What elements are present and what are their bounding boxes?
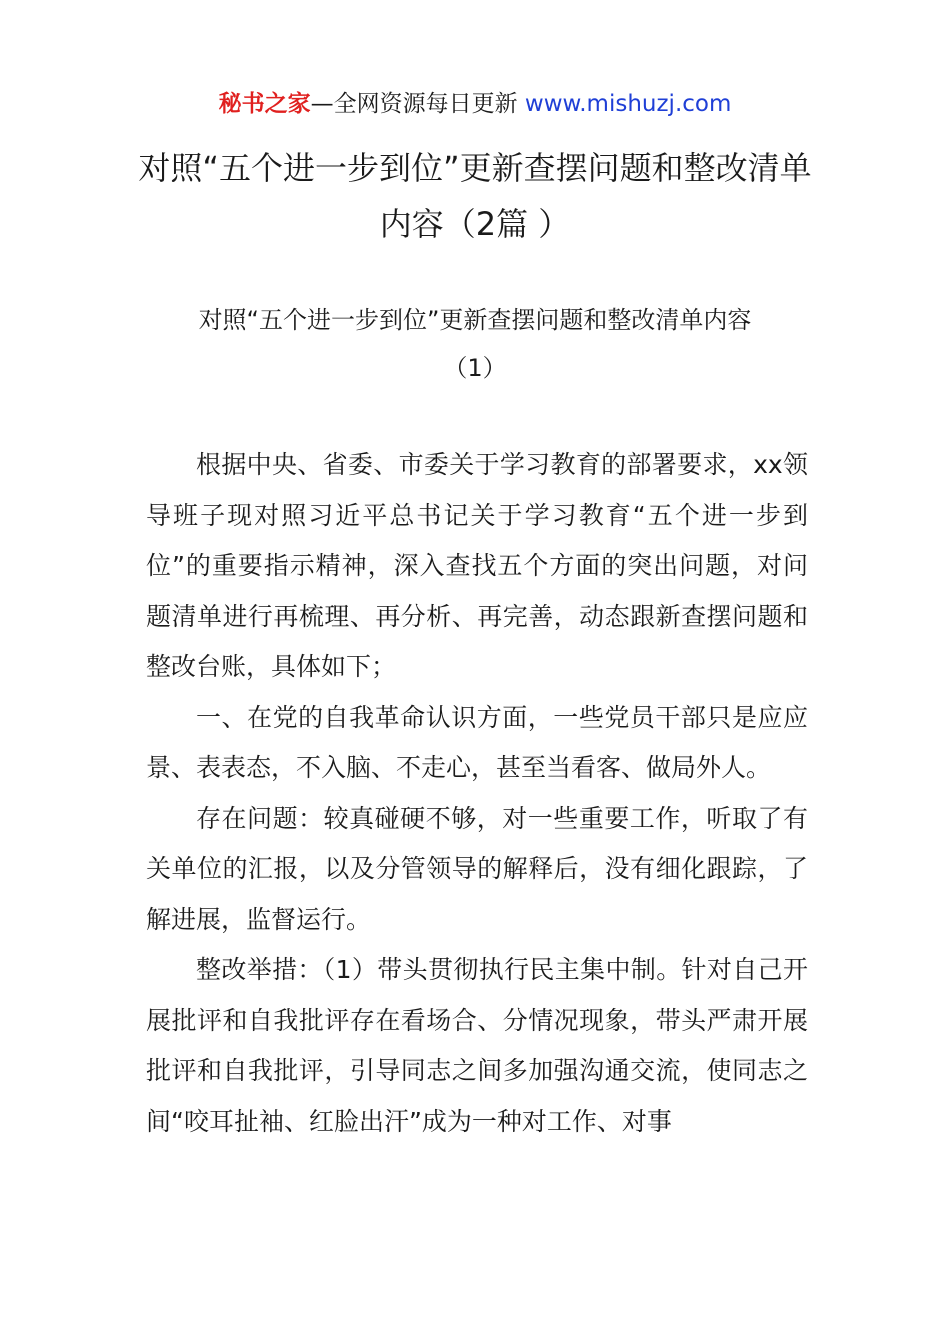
subtitle-line-2: （1） [443,354,507,382]
subtitle-line-1: 对照“五个进一步到位”更新查摆问题和整改清单内容 [198,306,752,334]
paragraph-intro: 根据中央、省委、市委关于学习教育的部署要求，xx领导班子现对照习近平总书记关于学习教育“五个进一步到位”的重要指示精神，深入查找五个方面的突出问题，对问题清单进行再梳理、再分析、再完善，动态跟新查摆问题和整改台账，具体如下； [146,450,808,681]
document-body [146,440,808,1147]
section-subtitle [120,296,830,392]
document-title: 对照“五个进一步到位”更新查摆问题和整改清单内容（2篇 ） [138,149,812,243]
site-header [0,86,950,122]
header-tagline: —全网资源每日更新 [310,91,525,117]
paragraph-section-one: 一、在党的自我革命认识方面，一些党员干部只是应应景、表表态，不入脑、不走心，甚至当看客、做局外人。 [146,702,808,782]
paragraph-measures: 整改举措：（1）带头贯彻执行民主集中制。针对自己开展批评和自我批评存在看场合、分情况现象，带头严肃开展批评和自我批评，引导同志之间多加强沟通交流，使同志之间“咬耳扯袖、红脸出汗”成为一种对工作、对事 [146,955,808,1136]
brand-name: 秘书之家 [218,91,311,117]
paragraph-problems: 存在问题：较真碰硬不够，对一些重要工作，听取了有关单位的汇报，以及分管领导的解释后，没有细化跟踪，了解进展，监督运行。 [146,803,808,934]
site-link[interactable]: www.mishuzj.com [524,91,732,117]
